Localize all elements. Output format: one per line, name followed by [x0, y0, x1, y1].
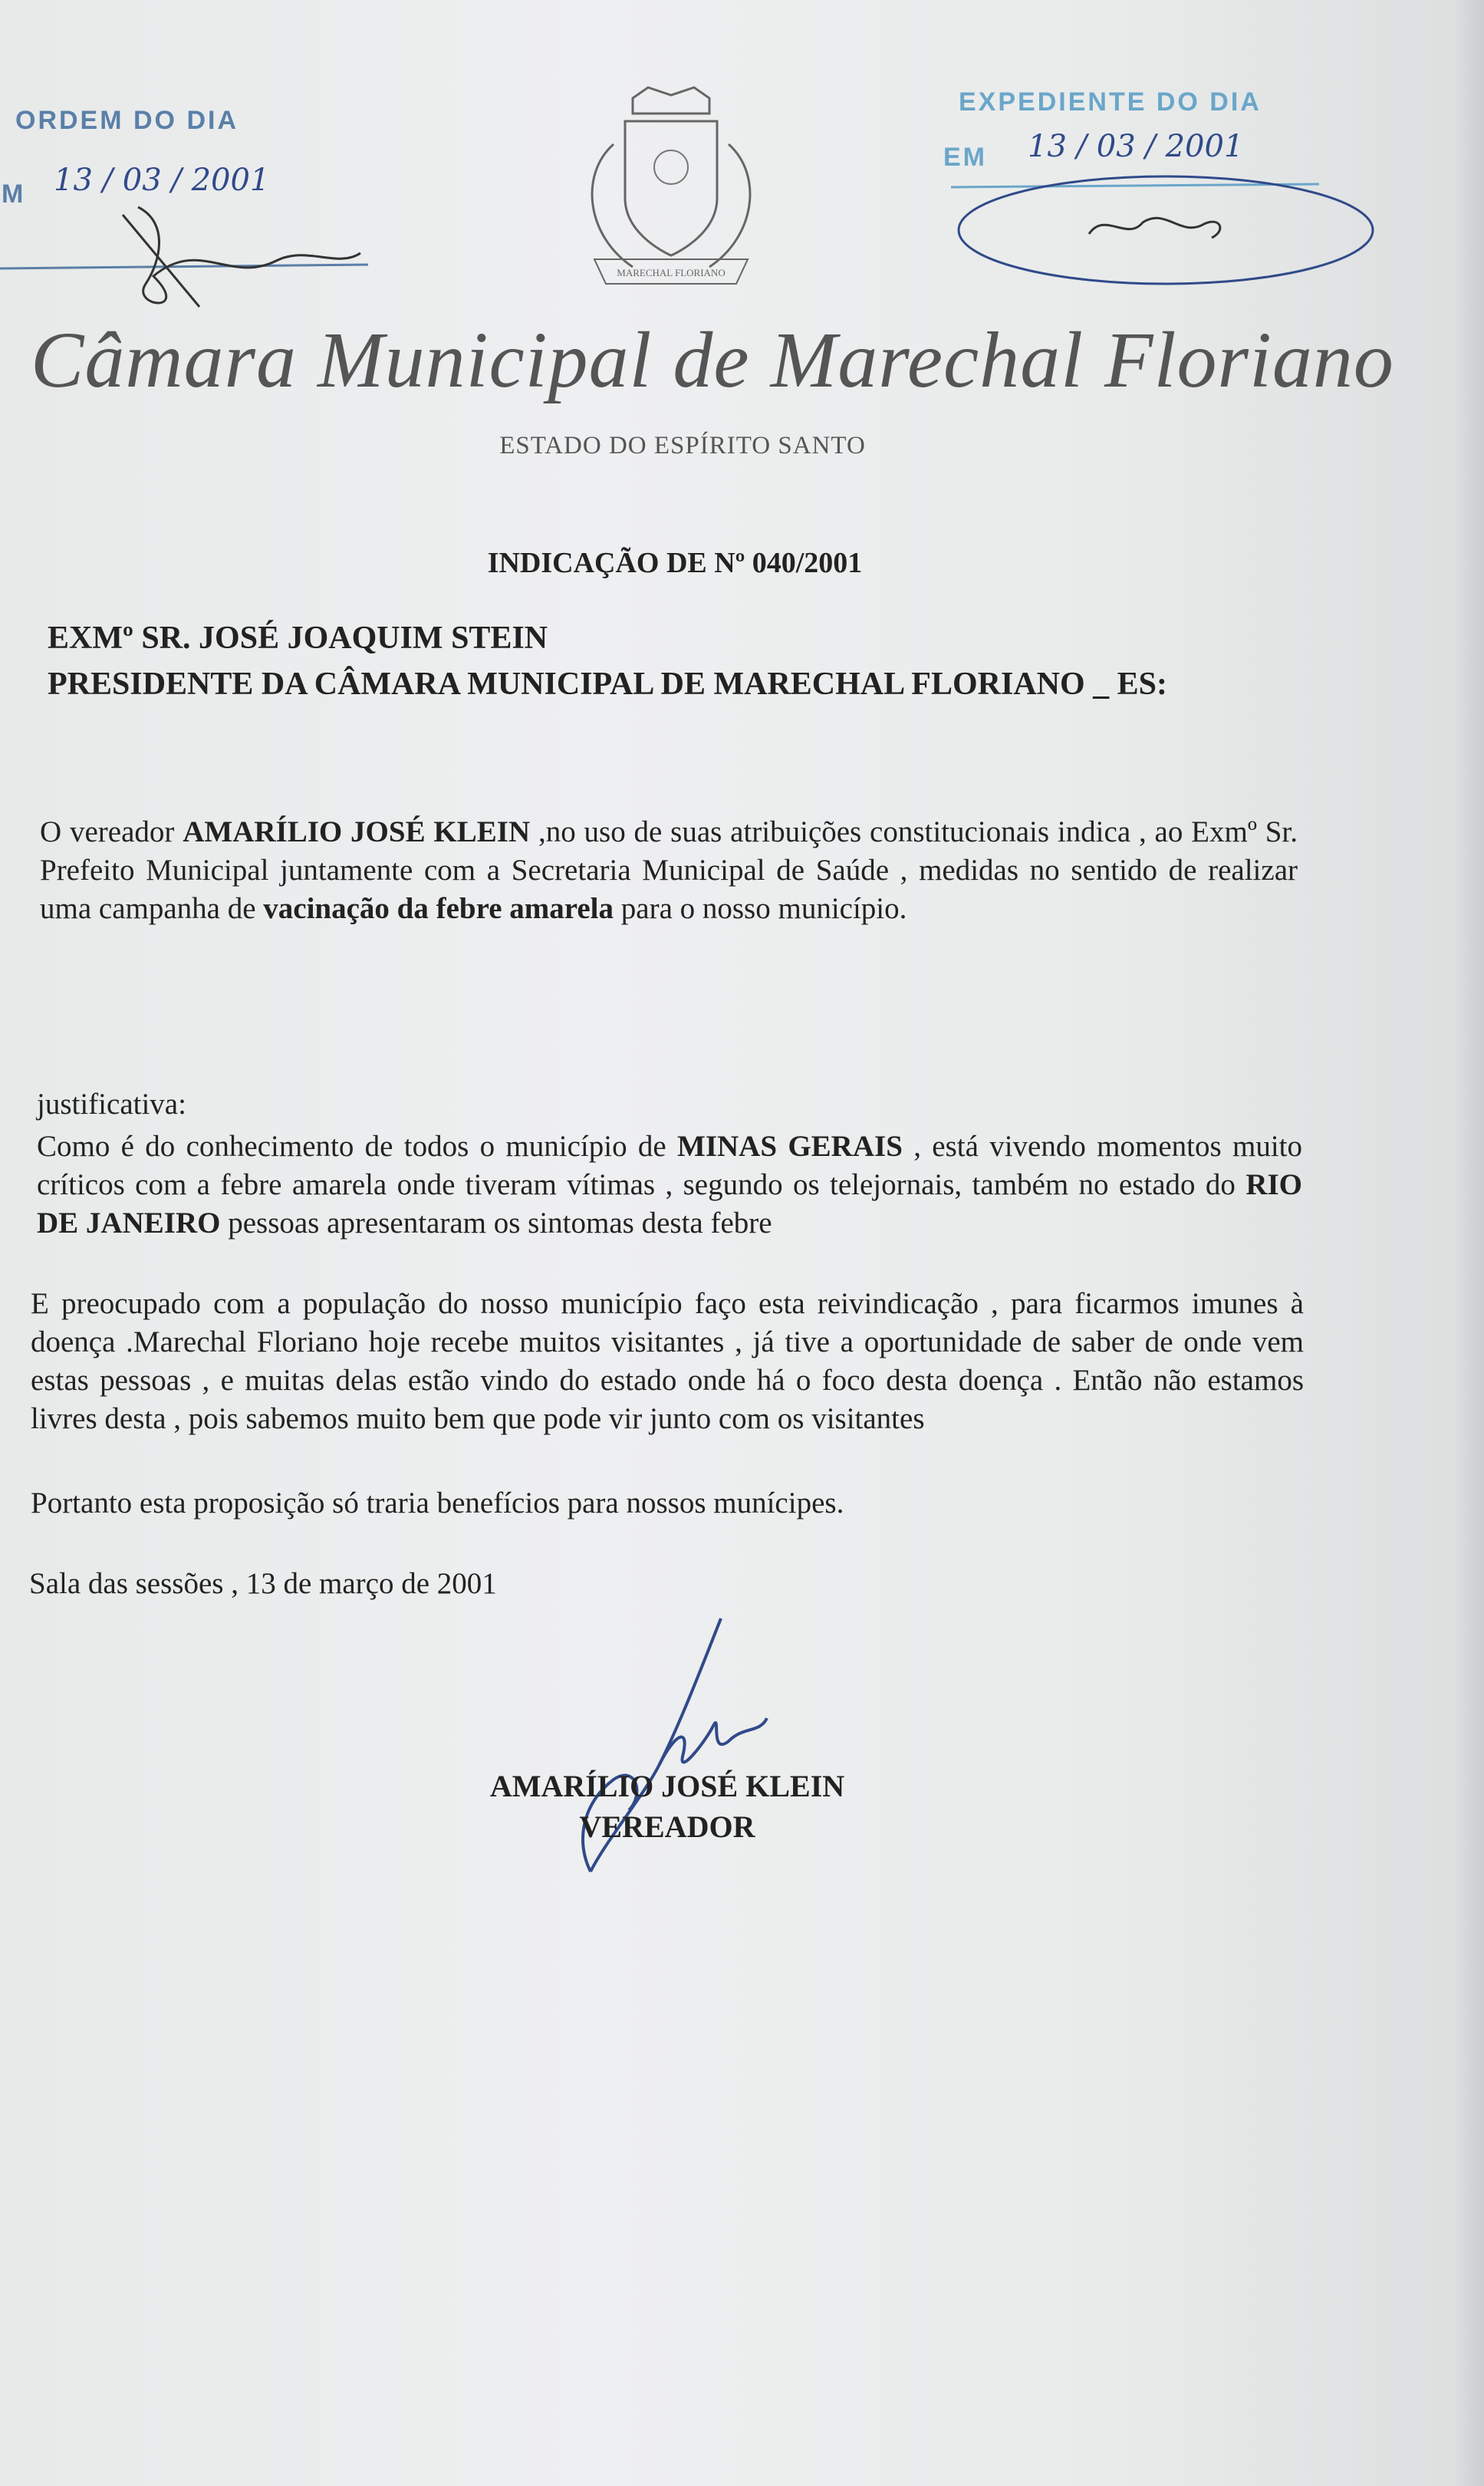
justification-text-3: pessoas apresentaram os sintomas desta febre [220, 1207, 772, 1240]
conclusion-paragraph: Portanto esta proposição só traria benefícios para nossos munícipes. [31, 1487, 844, 1520]
justification-paragraph [37, 1128, 1302, 1243]
place-rio-de-janeiro: RIO DE JANEIRO [37, 1168, 1302, 1240]
intro-text-3: para o nosso município. [614, 892, 907, 925]
justification-text-1: Como é do conhecimento de todos o município de [37, 1130, 678, 1163]
expediente-do-dia-prefix: EM [943, 143, 987, 172]
place-minas-gerais: MINAS GERAIS [677, 1130, 903, 1163]
signatory-role: VEREADOR [579, 1809, 755, 1844]
expediente-do-dia-label: EXPEDIENTE DO DIA [959, 87, 1262, 117]
ordem-do-dia-prefix: M [2, 179, 26, 209]
handwritten-signature [529, 1611, 805, 1887]
concern-paragraph: E preocupado com a população do nosso município faço esta reivindicação , para ficarmos imunes à doença .Marechal Floriano hoje recebe muitos visitantes , já tive a oportunidade de saber de onde vem estas pessoas , e muitas delas estão vindo do estado onde há o foco desta doença . Então não estamos livres desta , pois sabemos muito bem que pode vir junto com os visitantes [31, 1287, 1304, 1435]
page-edge-shadow [1453, 0, 1484, 2486]
crest-banner-text: MARECHAL FLORIANO [617, 267, 726, 278]
signatory-name: AMARÍLIO JOSÉ KLEIN [489, 1769, 845, 1803]
expediente-do-dia-date: 13 / 03 / 2001 [1028, 129, 1244, 164]
place-and-date: Sala das sessões , 13 de março de 2001 [29, 1567, 497, 1600]
intro-text-1: O vereador [40, 815, 183, 848]
state-subtitle: ESTADO DO ESPÍRITO SANTO [499, 432, 866, 459]
intro-text-2: ,no uso de suas atribuições constitucionais indica , ao Exmº Sr. Prefeito Municipal juntamente com a Secretaria Municipal de Saúde , medidas no sentido de realizar uma campanha de [40, 815, 1298, 925]
addressee-title: PRESIDENTE DA CÂMARA MUNICIPAL DE MARECHAL FLORIANO _ ES: [48, 667, 1168, 702]
ordem-do-dia-label: ORDEM DO DIA [15, 106, 239, 135]
addressee-name: EXMº SR. JOSÉ JOAQUIM STEIN [48, 621, 548, 656]
councilor-name: AMARÍLIO JOSÉ KLEIN [183, 815, 531, 848]
municipal-crest-emblem [571, 83, 771, 298]
document-reference: INDICAÇÃO DE Nº 040/2001 [487, 547, 863, 579]
council-title: Câmara Municipal de Marechal Floriano [31, 316, 1394, 404]
ordem-do-dia-rubric [0, 192, 368, 322]
ordem-do-dia-date: 13 / 03 / 2001 [54, 163, 270, 198]
justification-text-2: , está vivendo momentos muito críticos com a febre amarela onde tiveram vítimas , segundo os telejornais, também no estado do [37, 1130, 1302, 1201]
intro-paragraph [40, 813, 1298, 928]
expediente-do-dia-rubric [951, 169, 1380, 307]
justification-label: justificativa: [37, 1088, 186, 1121]
vaccination-subject: vacinação da febre amarela [263, 892, 614, 925]
